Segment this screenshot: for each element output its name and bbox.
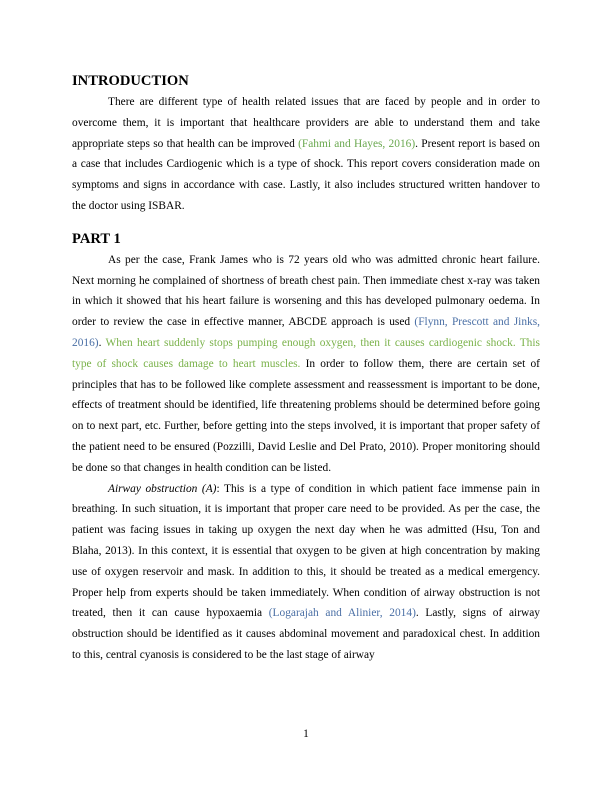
citation-pozzilli: (Pozzilli, David Leslie and Del Prato, 2010) bbox=[212, 440, 416, 453]
part1-p2-text-2: . In this context, it is essential that oxygen to be given at high concentration by making use of oxygen reservoir and mask. In addition to this, it should be treated as a medical emergency. Proper help from experts should be taken immediately. When condition of airway obstruction is not treated, then it can cause hypoxaemia bbox=[72, 544, 540, 620]
page-content bbox=[72, 68, 540, 666]
highlighted-definition: When heart suddenly stops pumping enough oxygen, then it causes cardiogenic shock. This type of shock causes damage to heart muscles. bbox=[72, 336, 540, 370]
part1-p1-text-4: . Proper monitoring should be done so that changes in health condition can be listed. bbox=[72, 440, 540, 474]
citation-hsu: (Hsu, Ton and Blaha, 2013) bbox=[72, 524, 540, 557]
part1-p2-text-3: . Lastly, signs of airway obstruction should be identified as it causes abdominal movement and paradoxical chest. In addition to this, central cyanosis is considered to be the last stage of airway bbox=[72, 607, 540, 661]
intro-text-1: There are different type of health related issues that are faced by people and in order to overcome them, it is important that healthcare providers are able to understand them and take appropriate steps so that health can be improved bbox=[72, 96, 540, 150]
term-airway-obstruction: Airway obstruction (A) bbox=[108, 482, 217, 495]
page-number: 1 bbox=[303, 728, 309, 740]
part1-paragraph-1 bbox=[72, 250, 540, 479]
citation-logarajah: (Logarajah and Alinier, 2014) bbox=[268, 607, 416, 620]
part1-p1-text-2: . bbox=[98, 336, 106, 349]
part1-p1-text-1: As per the case, Frank James who is 72 years old who was admitted chronic heart failure. Next morning he complained of shortness of breath chest pain. Then immediate chest x-ray was taken in which it showed that his heart failure is worsening and this has developed pulmonary oedema. In order to review the case in effective manner, ABCDE approach is used bbox=[72, 253, 540, 329]
intro-paragraph bbox=[72, 92, 540, 217]
intro-text-2: . Present report is based on a case that includes Cardiogenic which is a type of shock. This report covers consideration made on symptoms and signs in accordance with case. Lastly, it also includes structured written handover to the doctor using ISBAR. bbox=[72, 137, 540, 212]
part1-p2-text-1: : This is a type of condition in which patient face immense pain in breathing. In such situation, it is important that proper care need to be provided. As per the case, the patient was facing issues in taking up oxygen the next day when he was admitted bbox=[72, 482, 540, 537]
part1-paragraph-2 bbox=[72, 479, 540, 666]
heading-introduction: INTRODUCTION bbox=[72, 73, 189, 89]
citation-fahmi-hayes: (Fahmi and Hayes, 2016) bbox=[298, 137, 416, 150]
part1-p1-text-3: In order to follow them, there are certain set of principles that has to be followed like complete assessment and reassessment is important to be done, effects of treatment should be identified, life threatening problems should be determined before going on to next part, etc. Further, before getting into the steps involved, it is important that proper safety of the patient need to be ensured bbox=[72, 357, 540, 453]
heading-part-1: PART 1 bbox=[72, 230, 121, 247]
citation-flynn: (Flynn, Prescott and Jinks, 2016) bbox=[72, 316, 540, 349]
